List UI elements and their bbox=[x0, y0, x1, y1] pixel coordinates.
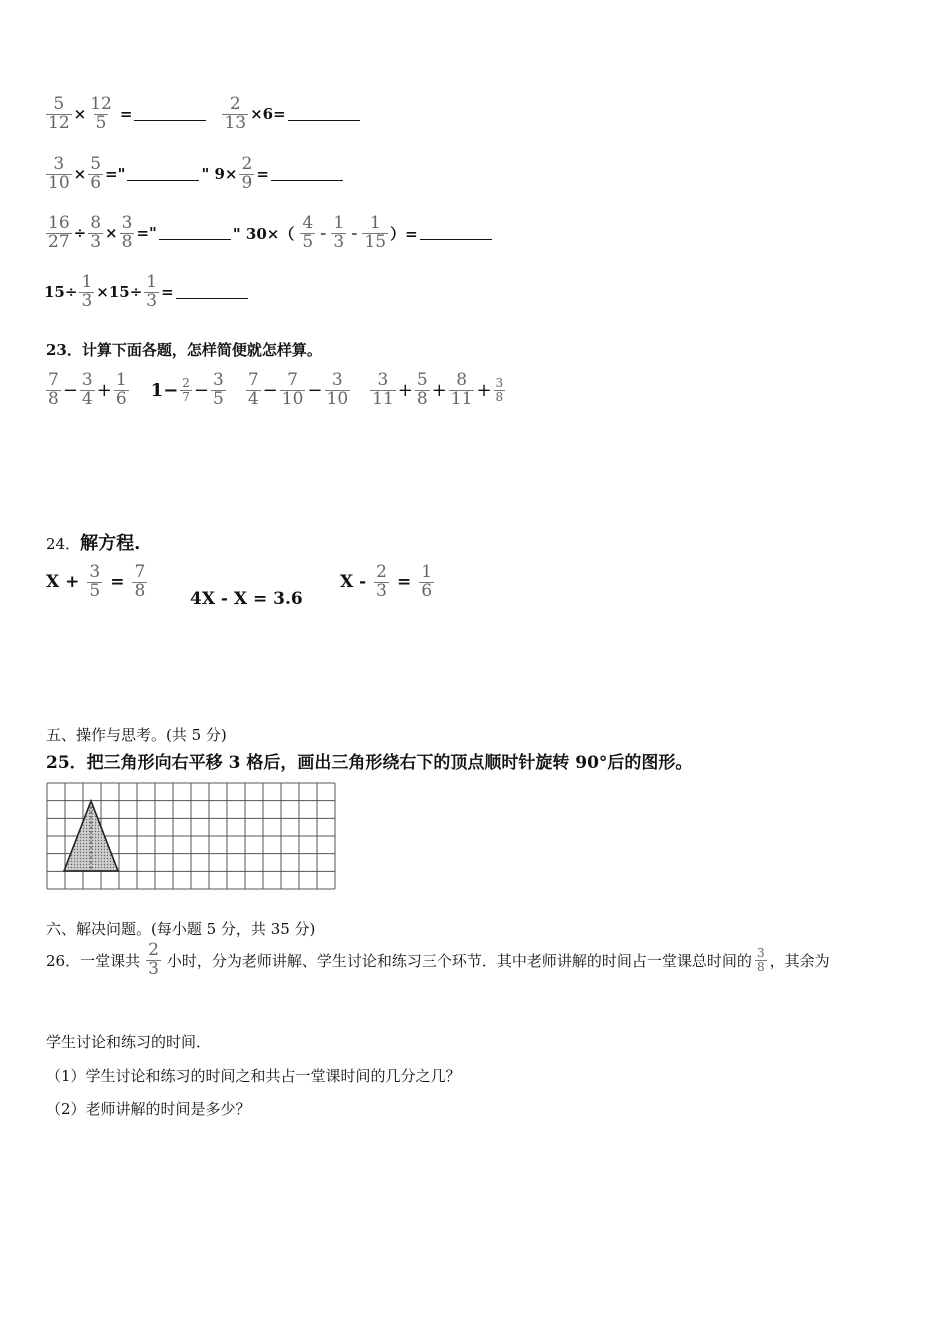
fraction: $\frac{12}{5}$ bbox=[90, 94, 112, 133]
fraction: $\frac{3}{10}$ bbox=[48, 154, 70, 193]
fraction: $\frac{2}{13}$ bbox=[224, 94, 247, 133]
q24-eq3: X - $\frac{2}{3}$ = $\frac{1}{6}$ bbox=[340, 562, 433, 601]
section5-header: 五、操作与思考。(共 5 分) bbox=[46, 726, 227, 744]
fraction: $\frac{2}{3}$ bbox=[376, 562, 387, 601]
q22-row1: $\frac{5}{12}$ × $\frac{12}{5}$ = $\frac{2}{13}$ ×6= bbox=[44, 96, 362, 133]
q26-sub1: （1）学生讨论和练习的时间之和共占一堂课时间的几分之几？ bbox=[46, 1067, 461, 1085]
answer-blank[interactable] bbox=[134, 119, 206, 121]
fraction: $\frac{8}{11}$ bbox=[450, 370, 473, 409]
fraction: $\frac{7}{8}$ bbox=[48, 370, 59, 409]
answer-blank[interactable] bbox=[271, 179, 343, 181]
fraction: $\frac{1}{3}$ bbox=[146, 272, 158, 311]
fraction: $\frac{16}{27}$ bbox=[48, 213, 70, 252]
fraction: $\frac{2}{7}$ bbox=[182, 376, 190, 404]
q23-expressions: $\frac{7}{8}$ − $\frac{3}{4}$ + $\frac{1}{6}$ 1− $\frac{2}{7}$ − $\frac{3}{5}$ $\frac{7}{4}$ − $\frac{7}{10}$ − $\frac{3}{10}$ $\frac{3}{11}$ + $\frac{5}{8}$ + $\frac{8}{11}$ + $\frac{3}{8}$ bbox=[48, 370, 504, 409]
answer-blank[interactable] bbox=[420, 238, 492, 240]
q22-row4: 15÷ $\frac{1}{3}$ ×15÷ $\frac{1}{3}$ = bbox=[44, 274, 250, 311]
fraction: $\frac{3}{8}$ bbox=[121, 213, 133, 252]
fraction: $\frac{1}{3}$ bbox=[81, 272, 93, 311]
q26-sub2: （2）老师讲解的时间是多少？ bbox=[46, 1100, 251, 1118]
q25-text: 25．把三角形向右平移 3 格后，画出三角形绕右下的顶点顺时针旋转 90°后的图形。 bbox=[46, 753, 693, 773]
section6-header: 六、解决问题。(每小题 5 分，共 35 分) bbox=[46, 920, 316, 938]
q23-title: 23．计算下面各题，怎样简便就怎样算。 bbox=[46, 341, 322, 359]
fraction: $\frac{1}{3}$ bbox=[333, 213, 345, 252]
q24-eq1: X + $\frac{3}{5}$ = $\frac{7}{8}$ bbox=[46, 562, 146, 601]
answer-blank[interactable] bbox=[176, 297, 248, 299]
answer-blank[interactable] bbox=[288, 119, 360, 121]
fraction: $\frac{3}{10}$ bbox=[326, 370, 349, 409]
fraction: $\frac{5}{6}$ bbox=[90, 154, 102, 193]
q26-line1: 26．一堂课共 $\frac{2}{3}$ 小时，分为老师讲解、学生讨论和练习三个环节．其中老师讲解的时间占一堂课总时间的 $\frac{3}{8}$ ，其余为 bbox=[46, 940, 830, 979]
fraction: $\frac{3}{4}$ bbox=[81, 370, 93, 409]
fraction: $\frac{5}{12}$ bbox=[48, 94, 70, 133]
answer-blank[interactable] bbox=[127, 179, 199, 181]
fraction: $\frac{3}{5}$ bbox=[89, 562, 101, 601]
q26-line2: 学生讨论和练习的时间． bbox=[46, 1033, 212, 1051]
answer-blank[interactable] bbox=[159, 238, 231, 240]
fraction: $\frac{1}{6}$ bbox=[421, 562, 433, 601]
q22-row2: $\frac{3}{10}$ × $\frac{5}{6}$ =" " 9× $\frac{2}{9}$ = bbox=[44, 156, 345, 193]
fraction: $\frac{2}{3}$ bbox=[148, 940, 159, 979]
fraction: $\frac{1}{6}$ bbox=[115, 370, 127, 409]
fraction: $\frac{3}{11}$ bbox=[372, 370, 394, 409]
fraction: $\frac{2}{9}$ bbox=[241, 154, 253, 193]
fraction: $\frac{7}{8}$ bbox=[134, 562, 146, 601]
q22-row3: $\frac{16}{27}$ ÷ $\frac{8}{3}$ × $\frac{3}{8}$ =" " 30×（ $\frac{4}{5}$ - $\frac{1}{3}$ - $\frac{1}{15}$ ）= bbox=[44, 215, 494, 252]
fraction: $\frac{8}{3}$ bbox=[90, 213, 102, 252]
triangle-grid bbox=[46, 782, 336, 890]
fraction: $\frac{3}{8}$ bbox=[756, 946, 765, 974]
q24-eq2: 4X - X = 3.6 bbox=[190, 589, 303, 609]
fraction: $\frac{3}{8}$ bbox=[495, 376, 504, 404]
fraction: $\frac{7}{4}$ bbox=[247, 370, 259, 409]
fraction: $\frac{5}{8}$ bbox=[416, 370, 428, 409]
q24-title: 24．解方程. bbox=[46, 533, 141, 554]
fraction: $\frac{4}{5}$ bbox=[302, 213, 314, 252]
fraction: $\frac{1}{15}$ bbox=[364, 213, 387, 252]
fraction: $\frac{7}{10}$ bbox=[281, 370, 304, 409]
fraction: $\frac{3}{5}$ bbox=[213, 370, 224, 409]
